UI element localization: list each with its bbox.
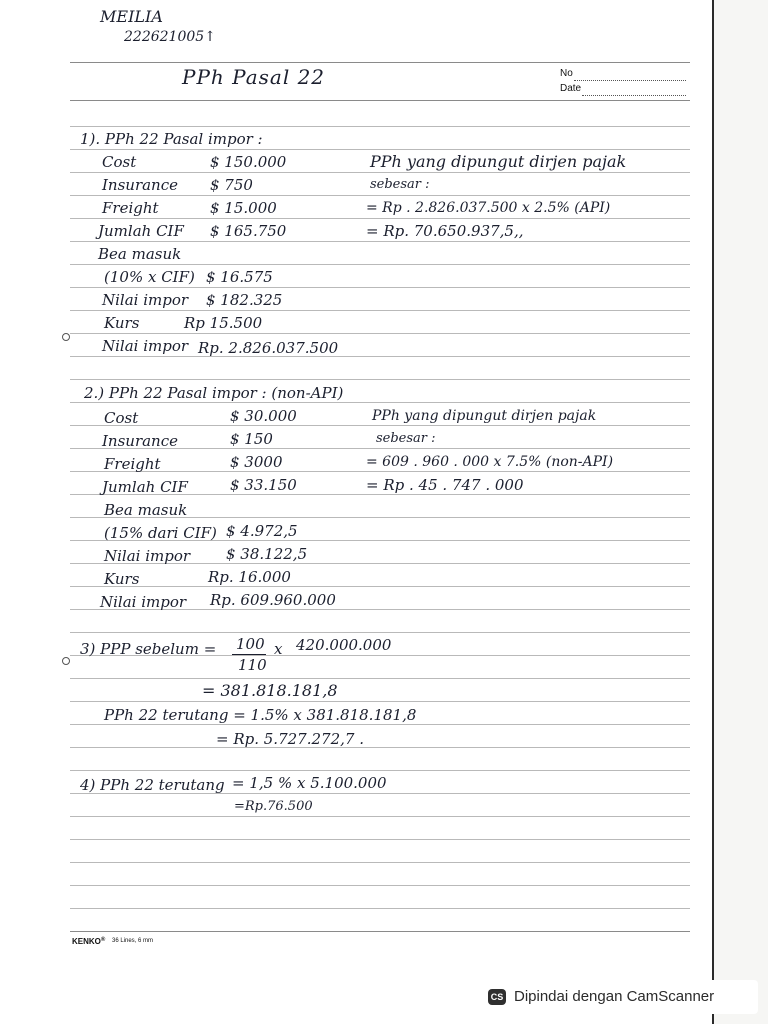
s2-row-value: Rp. 16.000 [208,568,291,586]
s2-row-label: Nilai impor [104,547,191,565]
s1-row-value: $ 750 [210,176,253,194]
ruled-line [70,379,690,380]
s1-note: PPh yang dipungut dirjen pajak [370,152,627,171]
no-label: No [560,68,573,79]
date-label: Date [560,83,582,94]
fraction-numerator: 100 [236,635,265,653]
s2-row-label: (15% dari CIF) [104,524,217,542]
section-4-formula: = 1,5 % x 5.100.000 [232,774,387,792]
section-3-amount: 420.000.000 [296,636,392,654]
scanner-watermark [474,980,758,1014]
student-id: 222621005↑ [124,29,216,45]
s1-row-value: Rp 15.500 [184,314,263,332]
s2-row-value: Rp. 609.960.000 [210,591,336,609]
times-sign: x [274,640,283,658]
s1-row-label: Insurance [102,176,178,194]
s1-row-label: Freight [102,199,159,217]
ruled-line [70,701,690,702]
s2-row-label: Freight [104,455,161,473]
section-2-heading: 2.) PPh 22 Pasal impor : (non-API) [84,384,344,402]
s2-row-value: $ 4.972,5 [226,522,298,540]
ruled-line [70,425,690,426]
ruled-line [70,126,690,127]
s2-row-label: Insurance [102,432,178,450]
ruled-line [70,724,690,725]
ruled-line [70,287,690,288]
s2-row-value: $ 150 [230,430,273,448]
date-field-line [582,95,686,96]
s1-note: = Rp. 70.650.937,5,, [366,222,524,240]
brand-mark [72,937,105,946]
no-field-line [574,80,686,81]
section-3-line2: PPh 22 terutang = 1.5% x 381.818.181,8 [104,706,417,724]
section-3-label: 3) PPP sebelum = [80,640,217,658]
fraction-denominator: 110 [238,656,267,674]
ruled-line [70,816,690,817]
page-title: PPh Pasal 22 [182,65,326,89]
ruled-line [70,402,690,403]
ruled-line [70,241,690,242]
ruled-line [70,931,690,932]
ruled-line [70,333,690,334]
section-3-result: = 381.818.181,8 [202,681,338,700]
ruled-line [70,218,690,219]
s2-row-value: $ 30.000 [230,407,297,425]
camscanner-icon: CS [488,989,506,1005]
s1-row-label: Jumlah CIF [98,222,184,240]
ruled-line [70,839,690,840]
s2-note: = 609 . 960 . 000 x 7.5% (non-API) [366,454,614,470]
section-4-result: =Rp.76.500 [234,799,313,814]
s2-row-label: Nilai impor [100,593,187,611]
s2-row-label: Bea masuk [104,501,188,519]
s1-row-label: Nilai impor [102,337,189,355]
ruled-line [70,770,690,771]
binder-hole [62,333,70,341]
ruled-line [70,885,690,886]
s1-row-label: (10% x CIF) [104,268,195,286]
section-3-line3: = Rp. 5.727.272,7 . [216,730,364,748]
ruled-line [70,356,690,357]
s1-row-value: $ 150.000 [210,153,287,171]
s1-row-value: $ 16.575 [206,268,273,286]
s1-note: sebesar : [370,177,430,192]
s1-row-value: $ 182.325 [206,291,283,309]
ruled-line [70,632,690,633]
paper-spec: 36 Lines, 6 mm [112,938,154,944]
s2-row-label: Cost [104,409,139,427]
s2-note: PPh yang dipungut dirjen pajak [372,408,597,424]
ruled-line [70,62,690,63]
ruled-line [70,471,690,472]
s1-row-label: Kurs [104,314,140,332]
ruled-line [70,908,690,909]
ruled-line [70,747,690,748]
s2-row-value: $ 33.150 [230,476,297,494]
author-name: MEILIA [100,7,163,26]
ruled-line [70,195,690,196]
s2-row-value: $ 38.122,5 [226,545,308,563]
ruled-line [70,172,690,173]
fraction-bar [232,654,266,655]
s1-row-label: Nilai impor [102,291,189,309]
ruled-line [70,586,690,587]
ruled-line [70,100,690,101]
ruled-line [70,862,690,863]
s1-row-value: Rp. 2.826.037.500 [198,339,339,357]
s2-row-label: Kurs [104,570,140,588]
brand-reg: ® [100,937,106,943]
s2-note: sebesar : [376,431,436,446]
s1-row-label: Bea masuk [98,245,182,263]
s2-row-value: $ 3000 [230,453,283,471]
s2-note: = Rp . 45 . 747 . 000 [366,476,524,494]
section-1-heading: 1). PPh 22 Pasal impor : [80,130,263,148]
ruled-line [70,149,690,150]
s1-row-label: Cost [102,153,137,171]
ruled-line [70,678,690,679]
s1-note: = Rp . 2.826.037.500 x 2.5% (API) [366,200,611,216]
ruled-line [70,264,690,265]
binder-hole [62,657,70,665]
brand-name: KENKO [72,937,101,946]
ruled-line [70,310,690,311]
s2-row-label: Jumlah CIF [102,478,188,496]
section-4-label: 4) PPh 22 terutang [80,776,225,794]
scanner-text: Dipindai dengan CamScanner [514,988,715,1005]
s1-row-value: $ 15.000 [210,199,277,217]
s1-row-value: $ 165.750 [210,222,287,240]
